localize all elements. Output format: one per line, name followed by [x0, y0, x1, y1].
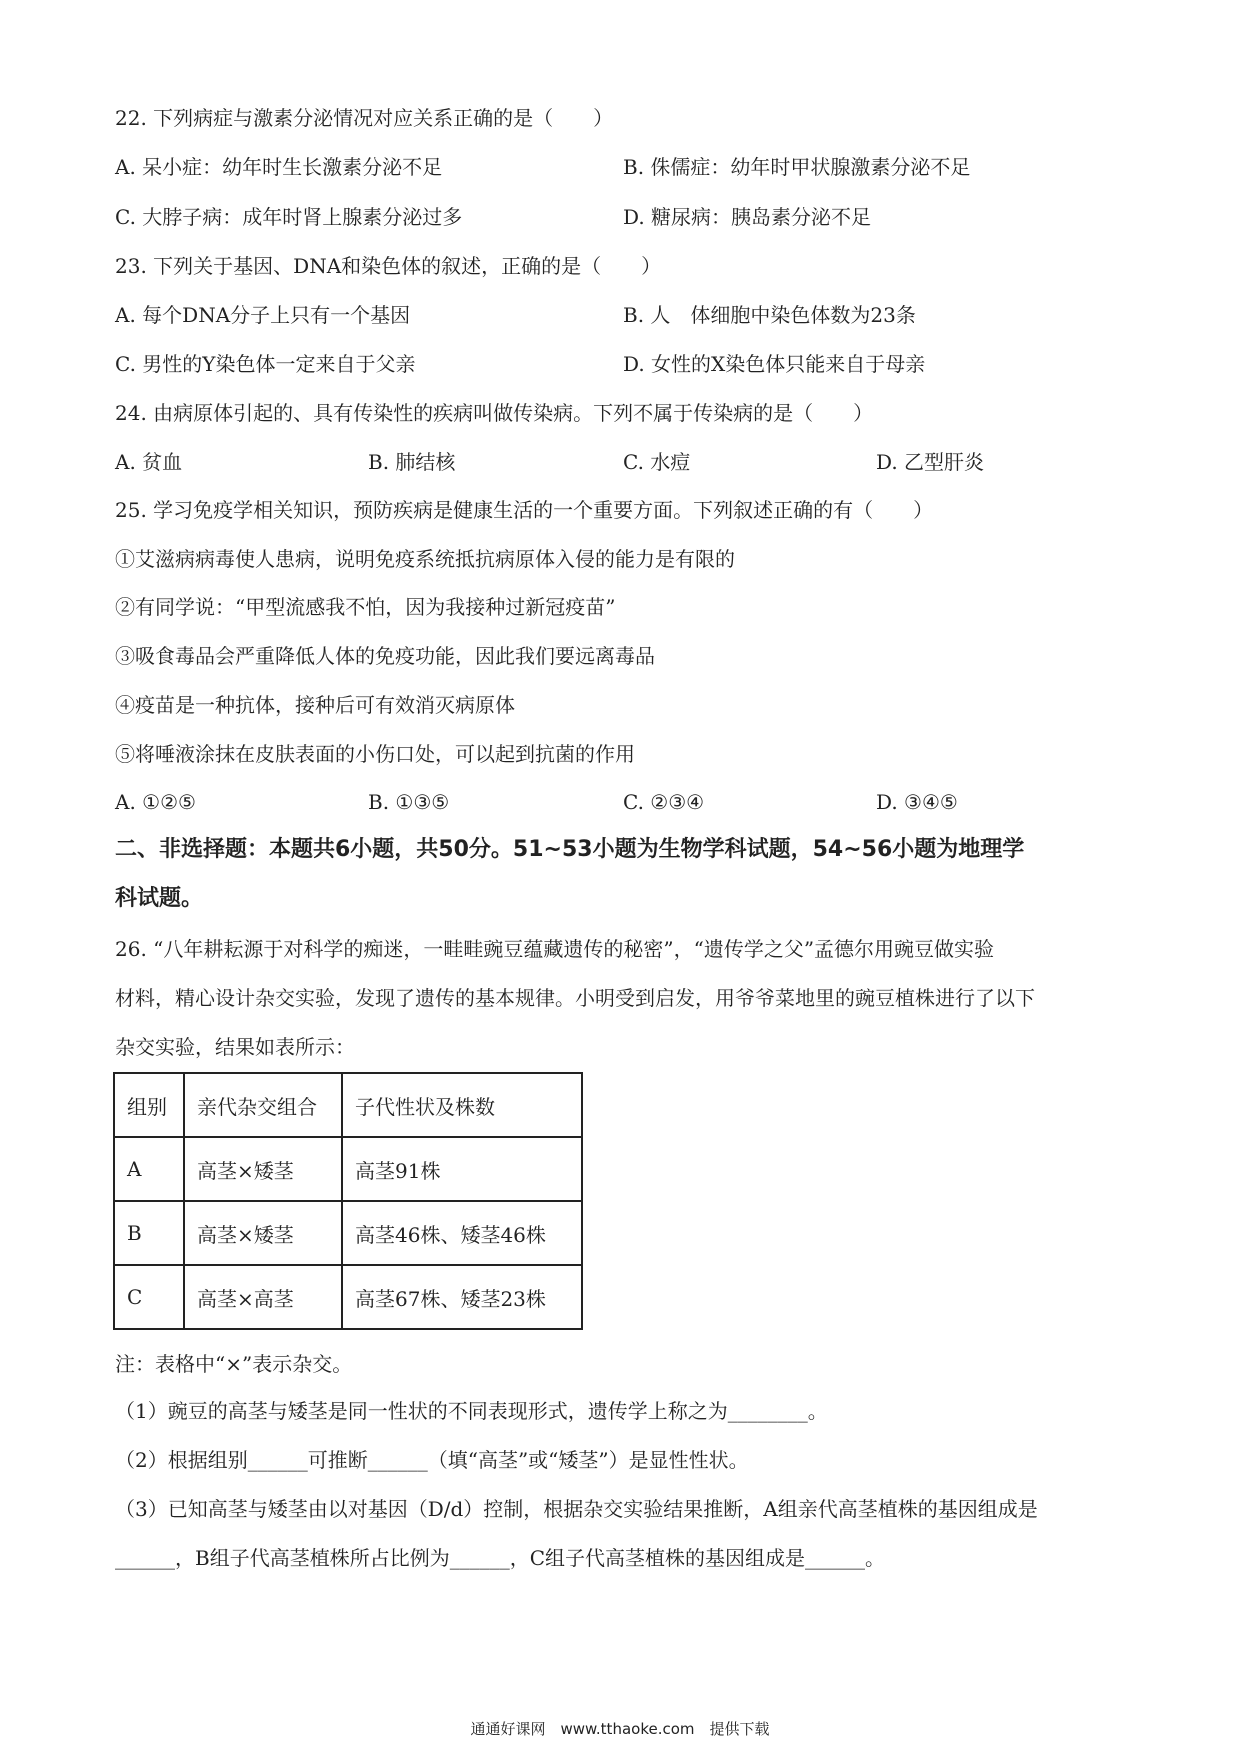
question-22-option-a: A. 呆小症：幼年时生长激素分泌不足 — [115, 155, 443, 179]
question-22-option-c: C. 大脖子病：成年时肾上腺素分泌过多 — [115, 205, 463, 229]
question-26-sub-1: （1）豌豆的高茎与矮茎是同一性状的不同表现形式，遗传学上称之为________。 — [115, 1399, 828, 1423]
question-26-paragraph-line-1: 26. “八年耕耘源于对科学的痴迷，一畦畦豌豆蕴藏遗传的秘密”，“遗传学之父”孟德尔用豌豆做实验 — [115, 937, 995, 961]
question-24-option-d: D. 乙型肝炎 — [876, 450, 985, 474]
table-cell: 高茎46株、矮茎46株 — [342, 1201, 582, 1265]
table-cell: B — [114, 1201, 184, 1265]
question-25-statement-4: ④疫苗是一种抗体，接种后可有效消灭病原体 — [115, 693, 515, 717]
section-2-heading-line-1: 二、非选择题：本题共6小题，共50分。51~53小题为生物学科试题，54~56小题为地理学 — [115, 837, 1025, 862]
question-26-sub-3-line-1: （3）已知高茎与矮茎由以对基因（D/d）控制，根据杂交实验结果推断，A组亲代高茎植株的基因组成是 — [115, 1497, 1038, 1521]
question-25-stem: 25. 学习免疫学相关知识，预防疾病是健康生活的一个重要方面。下列叙述正确的有（ ） — [115, 498, 934, 522]
page-footer: 通通好课网 www.tthaoke.com 提供下载 — [470, 1720, 770, 1738]
question-24-option-c: C. 水痘 — [623, 450, 691, 474]
question-22-option-b: B. 侏儒症：幼年时甲状腺激素分泌不足 — [623, 155, 971, 179]
question-26-sub-3-line-2: ______，B组子代高茎植株所占比例为______，C组子代高茎植株的基因组成是______。 — [115, 1546, 885, 1570]
question-25-statement-5: ⑤将唾液涂抹在皮肤表面的小伤口处，可以起到抗菌的作用 — [115, 742, 635, 766]
question-25-option-a: A. ①②⑤ — [115, 790, 196, 814]
question-25-statement-3: ③吸食毒品会严重降低人体的免疫功能，因此我们要远离毒品 — [115, 644, 655, 668]
table-cell: C — [114, 1265, 184, 1329]
table-header-cell: 亲代杂交组合 — [184, 1073, 342, 1137]
table-header-row — [114, 1073, 582, 1137]
question-24-option-b: B. 肺结核 — [368, 450, 456, 474]
question-25-statement-1: ①艾滋病病毒使人患病，说明免疫系统抵抗病原体入侵的能力是有限的 — [115, 547, 735, 571]
question-23-option-b: B. 人 体细胞中染色体数为23条 — [623, 303, 916, 327]
question-26-paragraph-line-3: 杂交实验，结果如表所示： — [115, 1035, 355, 1059]
question-24-option-a: A. 贫血 — [115, 450, 183, 474]
table-header-cell: 组别 — [114, 1073, 184, 1137]
table-cell: A — [114, 1137, 184, 1201]
table-row — [114, 1137, 582, 1201]
question-25-option-d: D. ③④⑤ — [876, 790, 958, 814]
question-26-paragraph-line-2: 材料，精心设计杂交实验，发现了遗传的基本规律。小明受到启发，用爷爷菜地里的豌豆植株进行了以下 — [115, 986, 1035, 1010]
question-25-statement-2: ②有同学说：“甲型流感我不怕，因为我接种过新冠疫苗” — [115, 595, 616, 619]
table-cell: 高茎×矮茎 — [184, 1137, 342, 1201]
table-row — [114, 1265, 582, 1329]
cross-results-table — [113, 1072, 583, 1330]
question-25-option-b: B. ①③⑤ — [368, 790, 450, 814]
question-23-option-c: C. 男性的Y染色体一定来自于父亲 — [115, 352, 416, 376]
table-cell: 高茎×矮茎 — [184, 1201, 342, 1265]
table-cell: 高茎×高茎 — [184, 1265, 342, 1329]
table-row — [114, 1201, 582, 1265]
question-22-stem: 22. 下列病症与激素分泌情况对应关系正确的是（ ） — [115, 106, 614, 130]
question-25-option-c: C. ②③④ — [623, 790, 705, 814]
table-cell: 高茎91株 — [342, 1137, 582, 1201]
question-23-stem: 23. 下列关于基因、DNA和染色体的叙述，正确的是（ ） — [115, 254, 662, 278]
table-note: 注：表格中“×”表示杂交。 — [115, 1352, 353, 1376]
question-23-option-d: D. 女性的X染色体只能来自于母亲 — [623, 352, 926, 376]
section-2-heading-line-2: 科试题。 — [115, 886, 204, 911]
question-23-option-a: A. 每个DNA分子上只有一个基因 — [115, 303, 411, 327]
question-24-stem: 24. 由病原体引起的、具有传染性的疾病叫做传染病。下列不属于传染病的是（ ） — [115, 401, 874, 425]
question-26-sub-2: （2）根据组别______可推断______（填“高茎”或“矮茎”）是显性性状。 — [115, 1448, 749, 1472]
table-cell: 高茎67株、矮茎23株 — [342, 1265, 582, 1329]
question-22-option-d: D. 糖尿病：胰岛素分泌不足 — [623, 205, 872, 229]
table-header-cell: 子代性状及株数 — [342, 1073, 582, 1137]
